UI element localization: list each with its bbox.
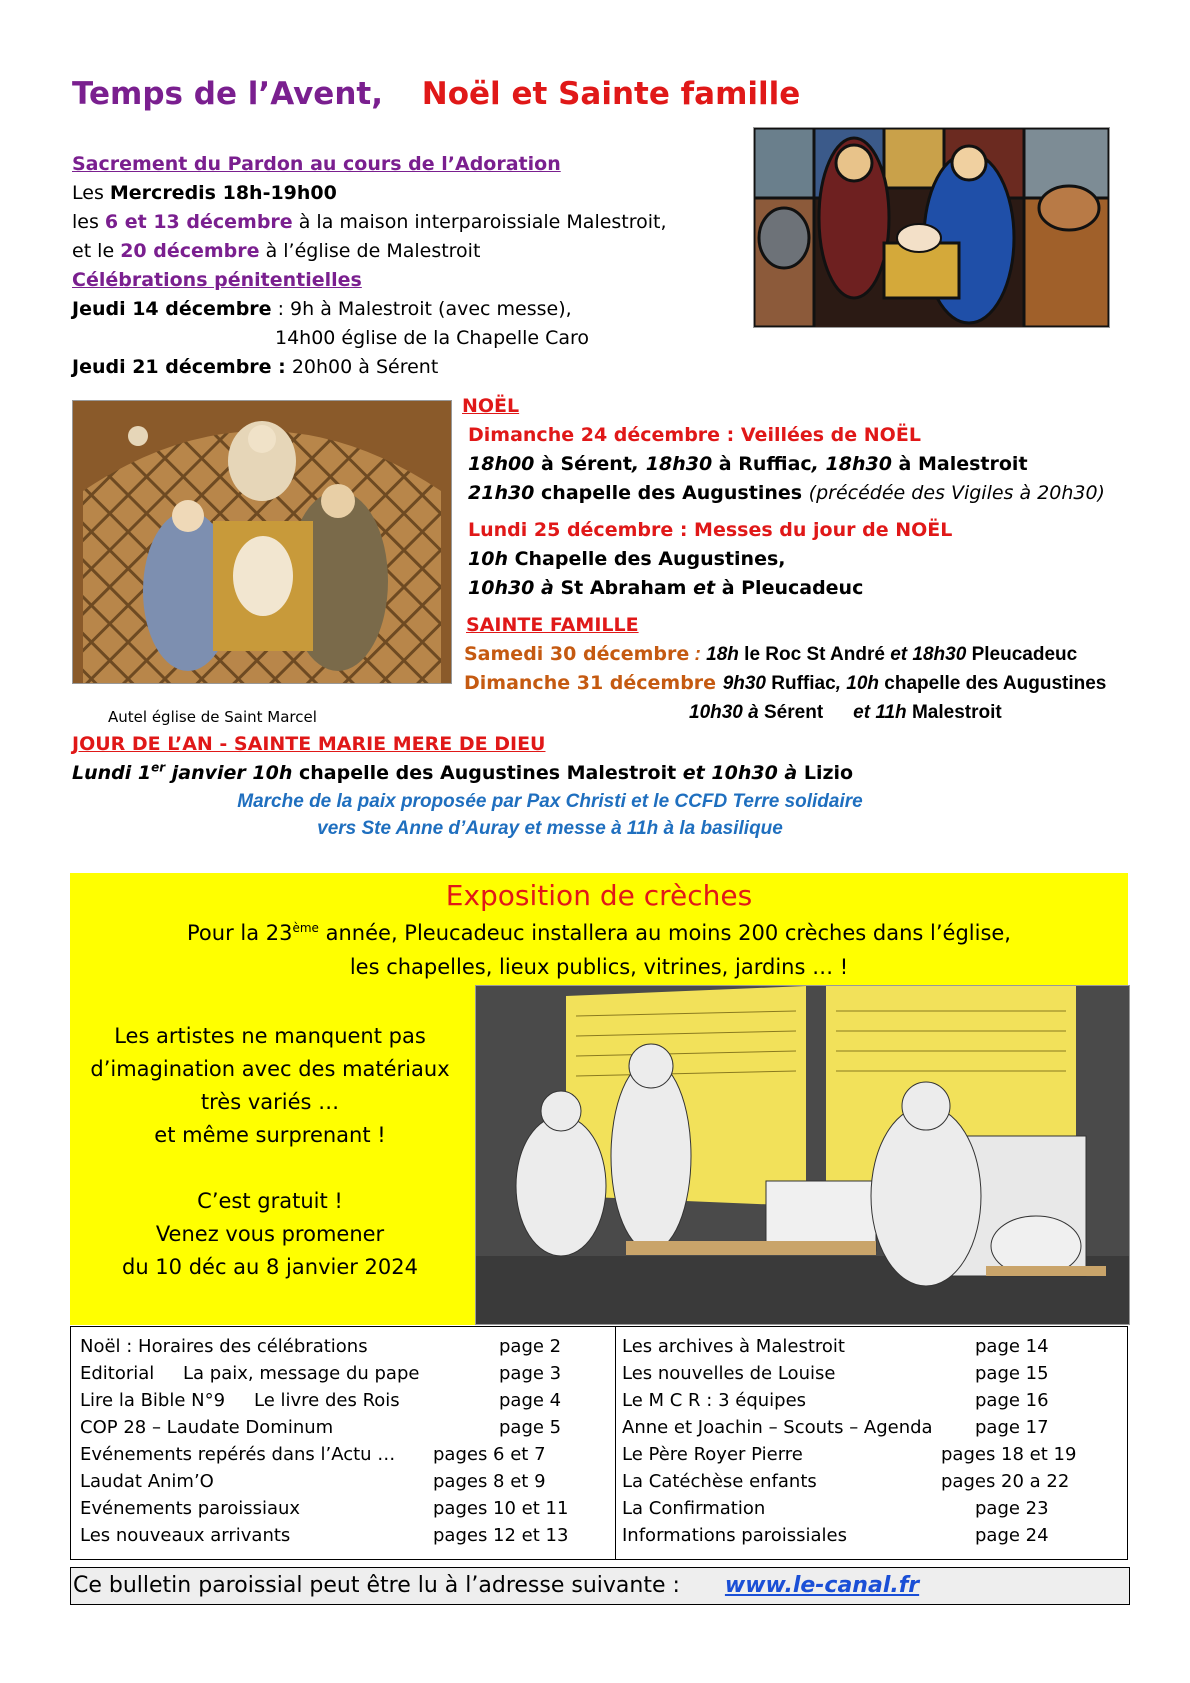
noel-veillees-line2: 21h30 chapelle des Augustines (précédée des Vigiles à 20h30) (468, 482, 1105, 504)
toc-entry-subtitle: Le livre des Rois (254, 1390, 400, 1411)
toc-entry-title: Les nouveaux arrivants (80, 1525, 291, 1546)
toc-entry-page: pages 6 et 7 (433, 1444, 546, 1465)
pardon-heading: Sacrement du Pardon au cours de l’Adoration (72, 153, 561, 175)
noel-heading: NOËL (462, 395, 520, 417)
altar-caption: Autel église de Saint Marcel (108, 708, 317, 726)
noel-veillees-heading: Dimanche 24 décembre : Veillées de NOËL (468, 424, 921, 446)
jour-an-section (72, 730, 853, 788)
exposition-line2: les chapelles, lieux publics, vitrines, jardins … ! (349, 955, 849, 979)
toc-entry-title: Laudat Anim’O (80, 1471, 214, 1492)
creche-photo (475, 985, 1130, 1325)
toc-entry-page: page 24 (975, 1525, 1049, 1546)
marche-line2: vers Ste Anne d’Auray et messe à 11h à la basilique (317, 818, 783, 839)
toc-entry-title: Anne et Joachin – Scouts – Agenda (622, 1417, 933, 1438)
toc-entry-page: page 4 (499, 1390, 562, 1411)
toc-entry-title: Le Père Royer Pierre (622, 1444, 803, 1465)
toc-entry-page: page 14 (975, 1336, 1049, 1357)
toc-row (80, 1363, 610, 1390)
penitential-heading: Célébrations pénitentielles (72, 269, 362, 291)
toc-row (622, 1390, 1122, 1417)
noel-section (462, 392, 1105, 640)
toc-row (622, 1336, 1122, 1363)
jour-an-line: Lundi 1er janvier 10h chapelle des Augustines Malestroit et 10h30 à Lizio (72, 760, 854, 784)
toc-row (80, 1390, 610, 1417)
toc-entry-page: page 16 (975, 1390, 1049, 1411)
toc-entry-page: pages 10 et 11 (433, 1498, 569, 1519)
toc-entry-page: page 3 (499, 1363, 562, 1384)
toc-entry-subtitle: La paix, message du pape (183, 1363, 420, 1384)
pardon-line2: les 6 et 13 décembre à la maison interparoissiale Malestroit, (72, 211, 667, 233)
toc-row (80, 1525, 610, 1552)
marche-paix (160, 788, 940, 842)
pardon-line1: Les Mercredis 18h-19h00 (72, 182, 337, 204)
toc-row (622, 1498, 1122, 1525)
toc-entry-title: Evénements paroissiaux (80, 1498, 301, 1519)
sainte-famille-heading: SAINTE FAMILLE (466, 614, 639, 636)
penitential-line3: Jeudi 21 décembre : 20h00 à Sérent (72, 356, 439, 378)
toc-entry-page: page 15 (975, 1363, 1049, 1384)
toc-entry-page: page 2 (499, 1336, 562, 1357)
sainte-famille-dimanche: Dimanche 31 décembre 9h30 Ruffiac, 10h chapelle des Augustines (464, 672, 1107, 694)
sainte-famille-dimanche-2: 10h30 à Sérent et 11h Malestroit (689, 702, 1002, 723)
toc-row (80, 1498, 610, 1525)
toc-entry-title: Informations paroissiales (622, 1525, 848, 1546)
toc-entry-title: Le M C R : 3 équipes (622, 1390, 807, 1411)
noel-jour-heading: Lundi 25 décembre : Messes du jour de NOËL (468, 519, 953, 541)
toc-entry-title: COP 28 – Laudate Dominum (80, 1417, 334, 1438)
noel-veillees-line1: 18h00 à Sérent, 18h30 à Ruffiac, 18h30 à Malestroit (468, 453, 1028, 475)
toc-entry-title: Les archives à Malestroit (622, 1336, 845, 1357)
sainte-famille-samedi: Samedi 30 décembre : 18h le Roc St André et 18h30 Pleucadeuc (464, 643, 1078, 665)
exposition-text: Les artistes ne manquent pas d’imagination avec des matériaux très variés … et même surprenant ! C’est gratuit ! Venez vous promener du 10 déc au 8 janvier 2024 (90, 1024, 450, 1279)
toc-entry-page: pages 12 et 13 (433, 1525, 569, 1546)
website-link[interactable]: www.le-canal.fr (724, 1573, 920, 1598)
toc-row (80, 1444, 610, 1471)
exposition-header (70, 876, 1128, 984)
pardon-section (72, 150, 667, 382)
page-title (72, 76, 800, 112)
penitential-line1: Jeudi 14 décembre : 9h à Malestroit (avec messe), (72, 298, 572, 320)
toc-row (80, 1471, 610, 1498)
toc-entry-title: Evénements repérés dans l’Actu … (80, 1444, 396, 1465)
toc-entry-title: Noël : Horaires des célébrations (80, 1336, 368, 1357)
toc-entry-title: Les nouvelles de Louise (622, 1363, 836, 1384)
noel-jour-line1: 10h Chapelle des Augustines, (468, 548, 786, 570)
toc-row (622, 1444, 1122, 1471)
toc-row (622, 1363, 1122, 1390)
toc-row (622, 1417, 1122, 1444)
toc-left (80, 1336, 610, 1552)
exposition-line1: Pour la 23ème année, Pleucadeuc installera au moins 200 crèches dans l’église, (187, 921, 1011, 945)
toc-entry-page: page 5 (499, 1417, 562, 1438)
toc-entry-title: Editorial (80, 1363, 155, 1384)
toc-row (80, 1336, 610, 1363)
noel-jour-line2: 10h30 à St Abraham et à Pleucadeuc (468, 577, 864, 599)
marche-line1: Marche de la paix proposée par Pax Christi et le CCFD Terre solidaire (237, 791, 863, 812)
toc-entry-page: pages 8 et 9 (433, 1471, 546, 1492)
pardon-line3: et le 20 décembre à l’église de Malestroit (72, 240, 481, 262)
toc-entry-page: page 23 (975, 1498, 1049, 1519)
title-part1: Temps de l’Avent, (72, 76, 383, 112)
exposition-title: Exposition de crèches (445, 879, 753, 912)
sainte-famille-schedule (464, 640, 1106, 727)
title-part2: Noël et Sainte famille (421, 76, 801, 112)
toc-entry-title: La Catéchèse enfants (622, 1471, 817, 1492)
jour-an-heading: JOUR DE L’AN - SAINTE MARIE MERE DE DIEU (72, 733, 546, 755)
toc-row (622, 1525, 1122, 1552)
toc-row (622, 1471, 1122, 1498)
toc-entry-page: pages 18 et 19 (941, 1444, 1077, 1465)
toc-entry-page: pages 20 a 22 (941, 1471, 1070, 1492)
toc-entry-page: page 17 (975, 1417, 1049, 1438)
toc-right (622, 1336, 1122, 1552)
toc-entry-title: Lire la Bible N°9 (80, 1390, 226, 1411)
toc-divider (615, 1326, 616, 1560)
toc-row (80, 1417, 610, 1444)
toc-entry-title: La Confirmation (622, 1498, 766, 1519)
footer-text: Ce bulletin paroissial peut être lu à l’adresse suivante : www.le-canal.fr (73, 1573, 920, 1598)
altar-saint-marcel-image (72, 400, 452, 684)
penitential-line2: 14h00 église de la Chapelle Caro (275, 327, 590, 349)
nativity-stained-glass-image (753, 127, 1110, 328)
